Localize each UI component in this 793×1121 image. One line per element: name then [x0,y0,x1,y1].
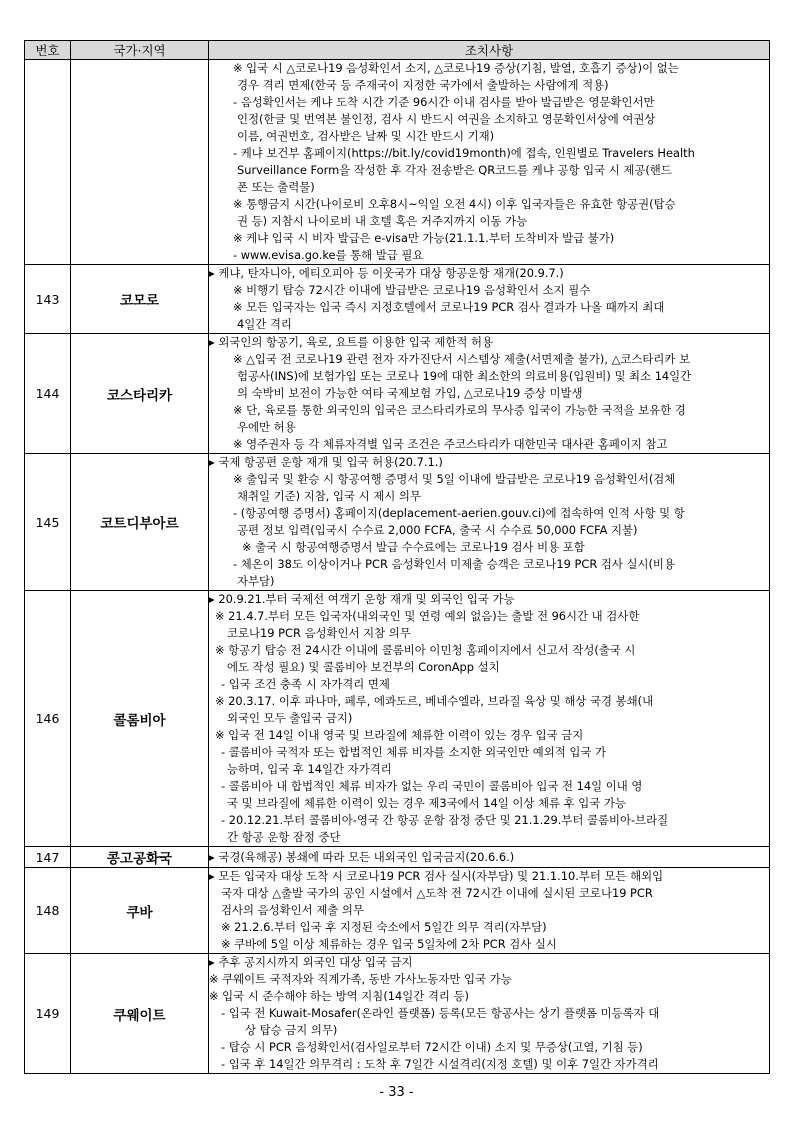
row-number: 149 [25,954,71,1074]
measure-line: - 탑승 시 PCR 음성확인서(검사일로부터 72시간 이내) 소지 및 무증상(고열, 기침 등) [221,1040,643,1054]
measure-line: - 체온이 38도 이상이거나 PCR 음성확인서 미제출 승객은 코로나19 PCR 검사 실시(비용 [233,557,675,571]
row-number: 145 [25,454,71,591]
measure-line: ※ △입국 전 코로나19 관련 전자 자가진단서 시스템상 제출(서면제출 불가), △코스타리카 보 [233,352,691,366]
row-measures [209,334,770,454]
header-measures: 조치사항 [209,41,770,60]
measure-line: ※ 입국 시 준수해야 하는 방역 지침(14일간 격리 등) [209,989,469,1003]
measure-line: 자부담) [237,574,275,588]
measure-line: 이름, 여권번호, 검사받은 날짜 및 시간 반드시 기재) [237,129,495,143]
table-row [25,454,770,591]
page-number: - 33 - [379,1085,414,1100]
measure-line: 경우 격리 면제(한국 등 주재국이 지정한 국가에서 출발하는 사람에게 적용) [237,78,609,92]
table-row [25,954,770,1074]
row-number: 148 [25,868,71,954]
row-measures [209,265,770,334]
row-country [71,60,209,265]
measure-line: - (항공여행 증명서) 홈페이지(deplacement-aerien.gouv.ci)에 접속하여 인적 사항 및 항 [233,506,685,520]
measure-line: ▸ 케냐, 탄자니아, 에티오피아 등 이웃국가 대상 항공운항 재개(20.9.7.) [209,266,564,280]
measure-line: ※ 21.4.7.부터 모든 입국자(내외국인 및 연령 예외 없음)는 출발 전 96시간 내 검사한 [215,609,640,623]
measure-line: 외국인 모두 출입국 금지) [227,711,353,725]
table-row [25,847,770,868]
measure-line: 우에만 허용 [237,420,296,434]
measure-line: 에도 작성 필요) 및 콜롬비아 보건부의 CoronApp 설치 [227,660,500,674]
measure-line: - www.evisa.go.ke를 통해 발급 필요 [233,248,424,262]
measure-line: ※ 항공기 탑승 전 24시간 이내에 콜롬비아 이민청 홈페이지에서 신고서 작성(출국 시 [215,643,636,657]
measure-line: ▸ 외국인의 항공기, 육로, 요트를 이용한 입국 제한적 허용 [209,335,493,349]
row-country: 코트디부아르 [71,454,209,591]
measure-line: ※ 단, 육로를 통한 외국인의 입국은 코스타리카로의 무사증 입국이 가능한 국적을 보유한 경 [233,403,686,417]
measure-line: 국 및 브라질에 체류한 이력이 있는 경우 제3국에서 14일 이상 체류 후 입국 가능 [227,796,626,810]
row-country: 콜롬비아 [71,591,209,847]
measure-line: 능하며, 입국 후 14일간 자가격리 [227,762,392,776]
measure-line: 국자 대상 △출발 국가의 공인 시설에서 △도착 전 72시간 이내에 실시된 코로나19 PCR [221,886,653,900]
measure-line: - 케냐 보건부 홈페이지(https://bit.ly/covid19month)에 접속, 인원별로 Travelers Health [233,146,695,160]
measure-line: 인정(한글 및 번역본 불인정, 검사 시 반드시 여권을 소지하고 영문확인서상에 여권상 [237,112,656,126]
measure-line: 상 탑승 금지 의무) [245,1023,338,1037]
measure-line: ※ 통행금지 시간(나이로비 오후8시~익일 오전 4시) 이후 입국자들은 유효한 항공권(탑승 [233,197,676,211]
measure-line: - 콜롬비아 국적자 또는 합법적인 체류 비자를 소지한 외국인만 예외적 입국 가 [221,745,607,759]
measure-line: 폰 또는 출력물) [237,180,315,194]
table-row [25,265,770,334]
row-number: 146 [25,591,71,847]
row-country: 코모로 [71,265,209,334]
measure-line: - 입국 후 14일간 의무격리 : 도착 후 7일간 시설격리(지정 호텔) 및 이후 7일간 자가격리 [221,1057,659,1071]
table-row [25,868,770,954]
row-number: 143 [25,265,71,334]
measure-line: ▸ 추후 공지시까지 외국인 대상 입국 금지 [209,955,413,969]
row-measures [209,847,770,868]
measure-line: 검사의 음성확인서 제출 의무 [221,903,364,917]
measure-line: - 입국 조건 충족 시 자가격리 면제 [221,677,390,691]
row-country: 코스타리카 [71,334,209,454]
measure-line: 공편 정보 입력(입국시 수수료 2,000 FCFA, 출국 시 수수료 50,000 FCFA 지불) [237,523,638,537]
row-measures [209,454,770,591]
measure-line: ※ 영주권자 등 각 체류자격별 입국 조건은 주코스타리카 대한민국 대사관 홈페이지 참고 [233,437,668,451]
measures-table [24,40,770,1074]
measure-line: ▸ 20.9.21.부터 국제선 여객기 운항 재개 및 외국인 입국 가능 [209,592,515,606]
measure-line: 코로나19 PCR 음성확인서 지참 의무 [227,626,411,640]
measure-line: ※ 21.2.6.부터 입국 후 지정된 숙소에서 5일간 의무 격리(자부담) [221,920,547,934]
row-number [25,60,71,265]
header-country: 국가·지역 [71,41,209,60]
measure-line: 권 등) 지참시 나이로비 내 호텔 혹은 거주지까지 이동 가능 [237,214,528,228]
measure-line: ※ 출입국 및 환승 시 항공여행 증명서 및 5일 이내에 발급받은 코로나19 음성확인서(검체 [233,472,676,486]
measure-line: ▸ 국제 항공편 운항 재개 및 입국 허용(20.7.1.) [209,455,443,469]
measure-line: ▸ 국경(육해공) 봉쇄에 따라 모든 내외국인 입국금지(20.6.6.) [209,849,515,864]
measure-line: ※ 케냐 입국 시 비자 발급은 e-visa만 가능(21.1.1.부터 도착비자 발급 불가) [233,231,615,245]
measure-line: Surveillance Form을 작성한 후 각자 전송받은 QR코드를 케냐 공항 입국 시 제공(핸드 [237,163,672,177]
row-country: 쿠바 [71,868,209,954]
measure-line: 4일간 격리 [237,317,292,331]
measure-line: 채취일 기준) 지참, 입국 시 제시 의무 [237,489,421,503]
table-row [25,60,770,265]
measure-line: ※ 모든 입국자는 입국 즉시 지정호텔에서 코로나19 PCR 검사 결과가 나올 때까지 최대 [233,300,665,314]
measure-line: 험공사(INS)에 보험가입 또는 코로나 19에 대한 최소한의 의료비용(입원비) 및 최소 14일간 [237,369,692,383]
table-header-row [25,41,770,60]
measure-line: ※ 출국 시 항공여행증명서 발급 수수료에는 코로나19 검사 비용 포함 [242,540,585,554]
header-number: 번호 [25,41,71,60]
row-country: 쿠웨이트 [71,954,209,1074]
row-measures [209,591,770,847]
measure-line: ▸ 모든 입국자 대상 도착 시 코로나19 PCR 검사 실시(자부담) 및 21.1.10.부터 모든 해외입 [209,869,664,883]
measure-line: 의 숙박비 보전이 가능한 여타 국제보험 가입, △코로나19 증상 미발생 [237,386,583,400]
table-row [25,591,770,847]
row-number: 147 [25,847,71,868]
measure-line: - 음성확인서는 케냐 도착 시간 기준 96시간 이내 검사를 받아 발급받은 영문확인서만 [233,95,655,109]
row-measures [209,60,770,265]
measure-line: ※ 쿠바에 5일 이상 체류하는 경우 입국 5일차에 2차 PCR 검사 실시 [221,937,557,951]
row-measures [209,954,770,1074]
measure-line: ※ 입국 전 14일 이내 영국 및 브라질에 체류한 이력이 있는 경우 입국 금지 [215,728,584,742]
measure-line: ※ 쿠웨이트 국적자와 직계가족, 동반 가사노동자만 입국 가능 [209,972,512,986]
table-row [25,334,770,454]
measure-line: - 콜롬비아 내 합법적인 체류 비자가 없는 우리 국민이 콜롬비아 입국 전 14일 이내 영 [221,779,643,793]
measure-line: ※ 입국 시 △코로나19 음성확인서 소지, △코로나19 증상(기침, 발열, 호흡기 증상)이 없는 [233,61,679,75]
row-measures [209,868,770,954]
measure-line: - 20.12.21.부터 콜롬비아-영국 간 항공 운항 잠정 중단 및 21.1.29.부터 콜롬비아-브라질 [221,813,669,827]
measure-line: - 입국 전 Kuwait-Mosafer(온라인 플랫폼) 등록(모든 항공사는 상기 플랫폼 미등록자 대 [221,1006,660,1020]
row-country: 콩고공화국 [71,847,209,868]
measure-line: ※ 20.3.17. 이후 파나마, 페루, 에콰도르, 베네수엘라, 브라질 육상 및 해상 국경 봉쇄(내 [215,694,654,708]
measure-line: ※ 비행기 탑승 72시간 이내에 발급받은 코로나19 음성확인서 소지 필수 [233,283,591,297]
row-number: 144 [25,334,71,454]
measure-line: 간 항공 운항 잠정 중단 [227,830,341,844]
